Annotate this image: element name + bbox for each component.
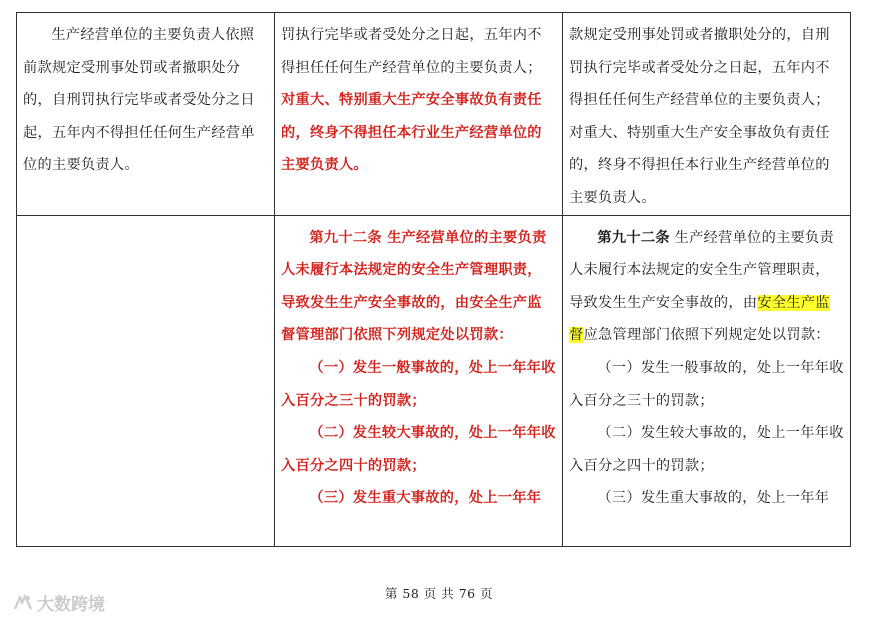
brand-logo-icon xyxy=(12,593,34,613)
clause-paragraph: （三）发生重大事故的，处上一年年 xyxy=(309,490,542,507)
clause-paragraph: （一）发生一般事故的，处上一年年收入百分之三十的罚款； xyxy=(281,359,556,409)
cell-original-text xyxy=(17,13,275,216)
text-span: 应急管理部门依照下列规定处以罚款： xyxy=(583,327,830,344)
article-paragraph: 第九十二条 生产经营单位的主要负责人未履行本法规定的安全生产管理职责，导致发生生产安全事故的，由安全生产监督管理部门依照下列规定处以罚款： xyxy=(281,229,547,344)
table-row xyxy=(17,13,851,216)
paragraph: 款规定受刑事处罚或者撤职处分的，自刑罚执行完毕或者受处分之日起，五年内不得担任任何生产经营单位的主要负责人；对重大、特别重大生产安全事故负有责任的，终身不得担任本行业生产经营单位的主要负责人。 xyxy=(569,27,830,206)
text-span: 生产经营单位的主要负责人未履行本法规定的安全生产管理职责，导致发生生产安全事故的，由 xyxy=(569,229,835,311)
cell-original-text xyxy=(17,215,275,546)
paragraph: 罚执行完毕或者受处分之日起，五年内不得担任任何生产经营单位的主要负责人； xyxy=(281,27,542,76)
clause-paragraph: （二）发生较大事故的，处上一年年收入百分之四十的罚款； xyxy=(569,425,844,474)
page-number: 第 58 页 共 76 页 xyxy=(384,586,494,601)
article-number: 第九十二条 xyxy=(597,229,670,246)
clause-paragraph: （一）发生一般事故的，处上一年年收入百分之三十的罚款； xyxy=(569,359,844,409)
article-paragraph xyxy=(569,222,844,352)
cell-draft-text xyxy=(275,13,563,216)
added-text: 对重大、特别重大生产安全事故负有责任的，终身不得担任本行业生产经营单位的主要负责人。 xyxy=(281,92,542,174)
clause-paragraph: （二）发生较大事故的，处上一年年收入百分之四十的罚款； xyxy=(281,425,556,474)
watermark-text: 大数跨境 xyxy=(37,595,105,615)
table-row xyxy=(17,215,851,546)
clause-paragraph: （三）发生重大事故的，处上一年年 xyxy=(597,490,830,507)
paragraph: 生产经营单位的主要负责人依照前款规定受刑事处罚或者撤职处分的，自刑罚执行完毕或者受处分之日起，五年内不得担任任何生产经营单位的主要负责人。 xyxy=(23,27,255,174)
cell-revised-text xyxy=(563,13,851,216)
cell-revised-text xyxy=(563,215,851,546)
cell-draft-text xyxy=(275,215,563,546)
watermark xyxy=(12,590,105,615)
highlighted-text: 安全生产监督 xyxy=(569,294,830,344)
comparison-table xyxy=(16,12,851,547)
